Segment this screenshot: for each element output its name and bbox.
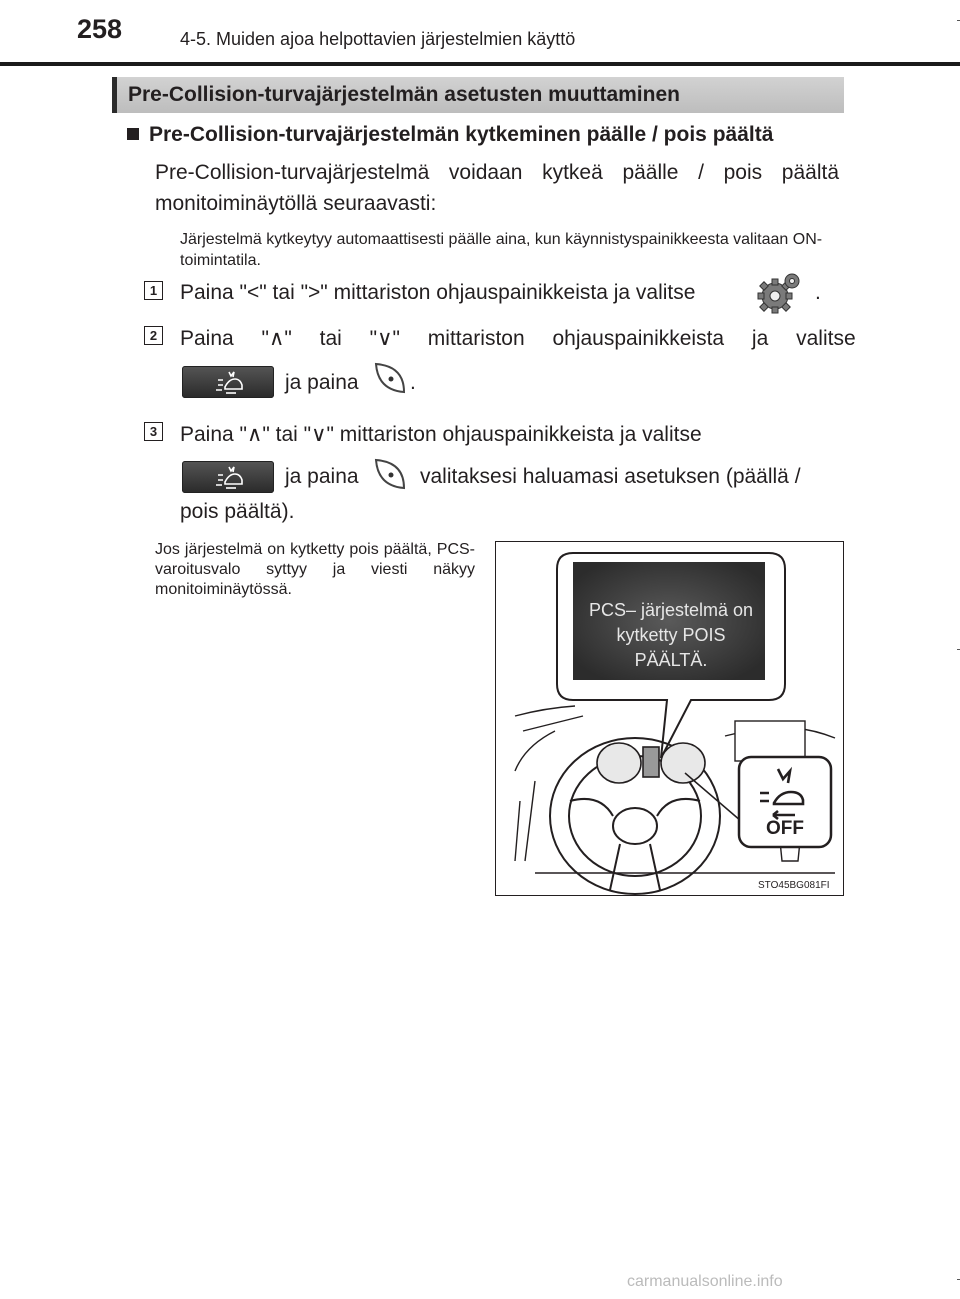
step-1-text: Paina "<" tai ">" mittariston ohjauspainikkeista ja valitse [180, 281, 696, 304]
screen-line-1: PCS– järjestelmä on [588, 600, 754, 620]
step-2-text [180, 326, 856, 351]
step-number-2: 2 [144, 326, 163, 345]
subsection-heading [127, 123, 773, 147]
pcs-icon [182, 366, 274, 398]
subsection-heading-text: Pre-Collision-turvajärjestelmän kytkeminen päälle / pois päältä [149, 123, 774, 146]
step-number-1: 1 [144, 281, 163, 300]
ok-button-icon [370, 360, 408, 398]
pcs-icon [182, 461, 274, 493]
step-2-text-b: ja paina [285, 371, 359, 394]
ok-button-icon [370, 456, 408, 494]
header-rule [0, 62, 960, 66]
pcs-screen-message [586, 598, 756, 673]
figure-caption: Jos järjestelmä on kytketty pois päältä, PCS-varoitusvalo syttyy ja viesti näkyy monitoiminäytössä. [155, 541, 475, 598]
chapter-title: 4-5. Muiden ajoa helpottavien järjestelmien käyttö [180, 29, 576, 49]
step-2-text-a: Paina "∧" tai "∨" mittariston ohjauspainikkeista ja valitse [180, 327, 856, 350]
step-3-text-b: ja paina [285, 465, 359, 488]
indicator-off-label: OFF [766, 818, 804, 839]
square-bullet-icon [127, 128, 139, 140]
step-3-text-a: Paina "∧" tai "∨" mittariston ohjauspainikkeista ja valitse [180, 423, 702, 446]
step-number-3: 3 [144, 422, 163, 441]
footer-watermark: carmanualsonline.info [627, 1273, 783, 1290]
gear-icon [756, 269, 804, 317]
page-number: 258 [77, 14, 123, 44]
dashboard-figure [495, 541, 844, 896]
pcs-menu-button [182, 461, 274, 493]
screen-line-2: kytketty POIS PÄÄLTÄ. [616, 625, 726, 670]
step-1-period: . [815, 281, 821, 304]
step-2-period: . [410, 371, 416, 394]
step-3-text-c: valitaksesi haluamasi asetuksen (päällä / [420, 465, 801, 488]
pcs-menu-button [182, 366, 274, 398]
step-3-text-d: pois päältä). [180, 500, 295, 523]
note-paragraph: Järjestelmä kytkeytyy automaattisesti päälle aina, kun käynnistyspainikkeesta valitaan ON-toimintatila. [180, 231, 823, 269]
intro-paragraph: Pre-Collision-turvajärjestelmä voidaan kytkeä päälle / pois päältä monitoiminäytöllä seuraavasti: [155, 161, 839, 215]
figure-id: STO45BG081FI [758, 880, 830, 891]
section-title: Pre-Collision-turvajärjestelmän asetusten muuttaminen [128, 83, 680, 106]
